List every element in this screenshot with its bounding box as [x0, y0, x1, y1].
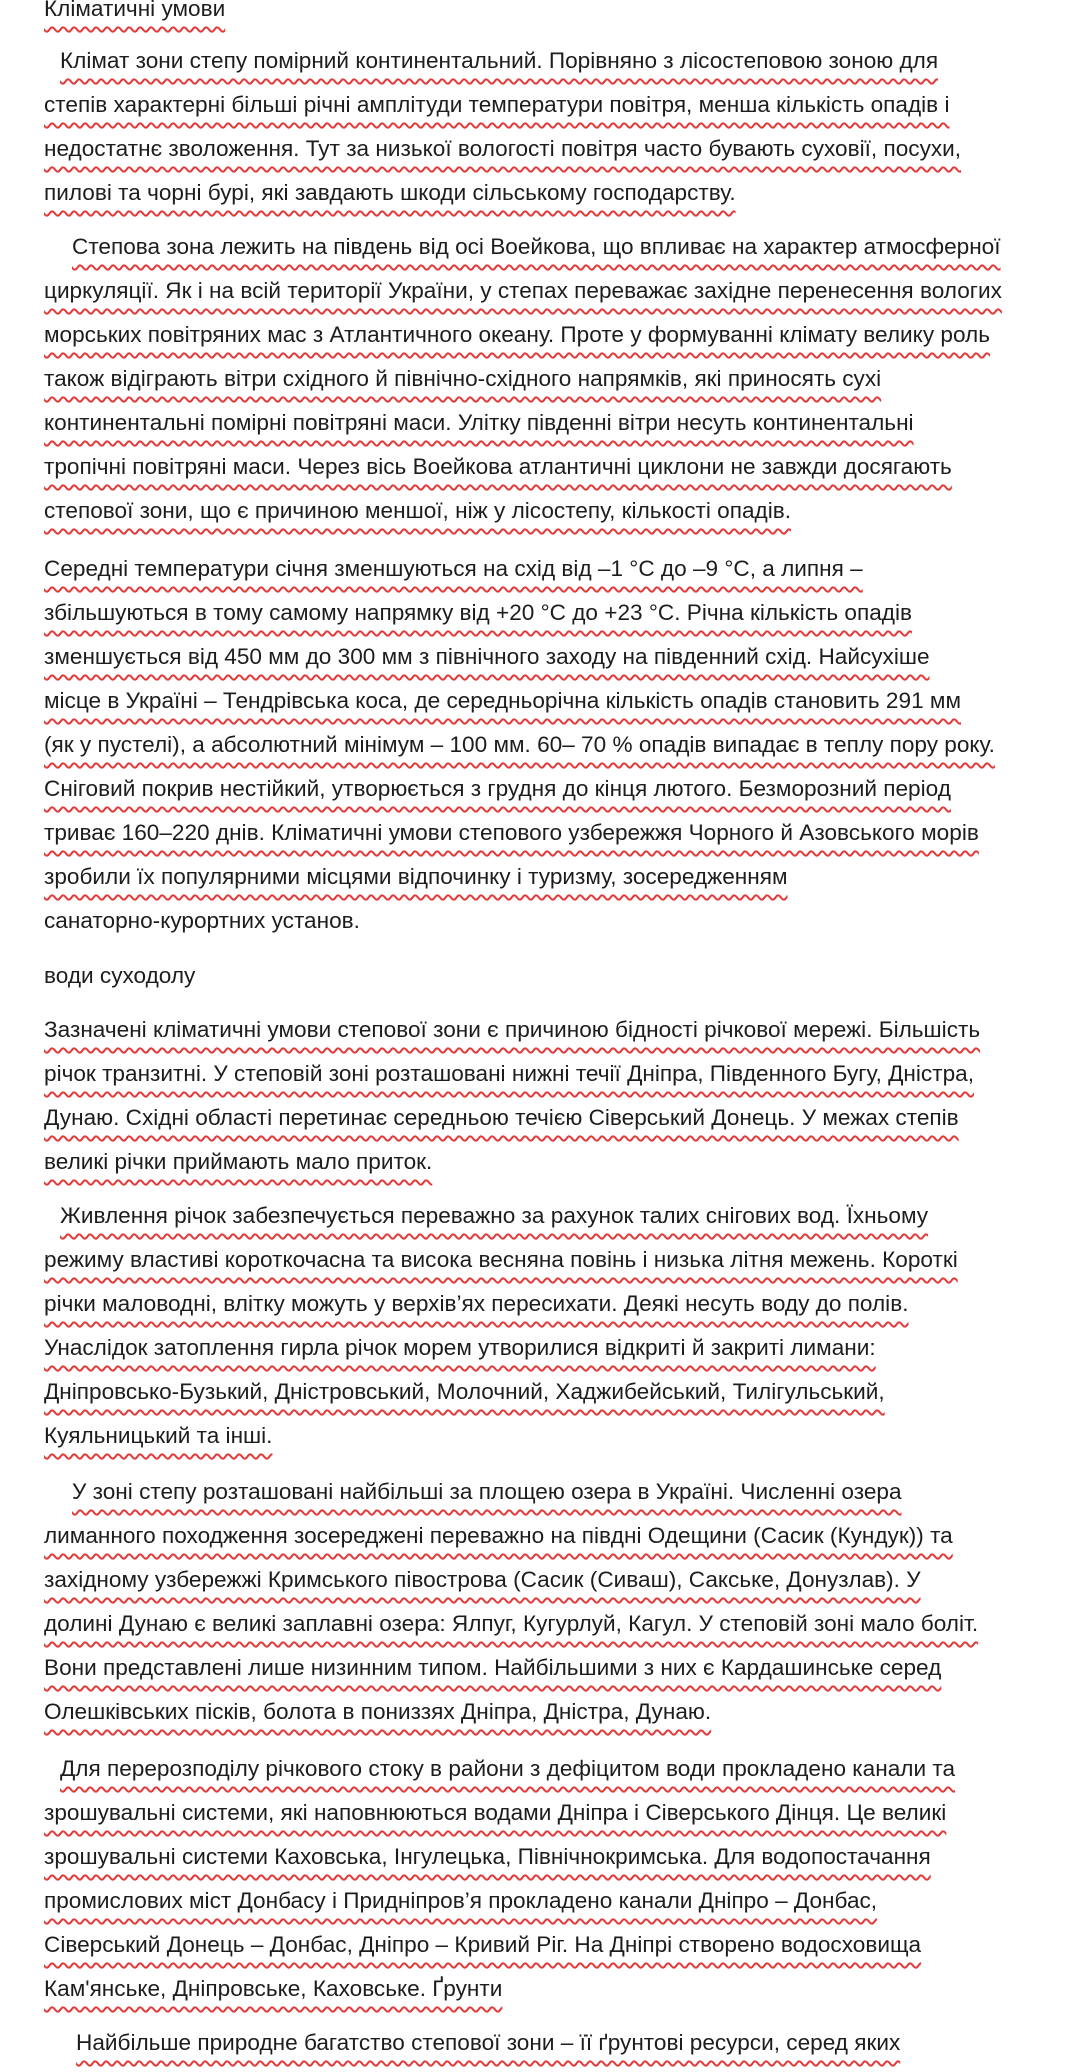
text-line: Середні температури січня зменшуються на схід від –1 °С до –9 °С, а липня – — [44, 556, 863, 581]
text-line: Найбільше природне багатство степової зони – її ґрунтові ресурси, серед яких — [76, 2030, 901, 2055]
text-line: недостатнє зволоження. Тут за низької вологості повітря часто бувають суховії, посухи, — [44, 136, 962, 161]
text-line: Для перерозподілу річкового стоку в райони з дефіцитом води прокладено канали та — [60, 1756, 956, 1781]
text-line: Живлення річок забезпечується переважно за рахунок талих снігових вод. Їхньому — [60, 1203, 929, 1228]
text-line: морських повітряних мас з Атлантичного океану. Проте у формуванні клімату велику роль — [44, 322, 990, 347]
text-line: місце в Україні – Тендрівська коса, де середньорічна кількість опадів становить 291 мм — [44, 688, 961, 713]
text-line: режиму властиві короткочасна та висока весняна повінь і низька літня межень. Короткі — [44, 1247, 958, 1272]
text-line: зрошувальні системи Каховська, Інгулецька, Північнокримська. Для водопостачання — [44, 1844, 931, 1869]
text-line: промислових міст Донбасу і Придніпров’я прокладено канали Дніпро – Донбас, — [44, 1888, 878, 1913]
text-line: степів характерні більші річні амплітуди температури повітря, менша кількість опадів і — [44, 92, 950, 117]
text-line: західному узбережжі Кримського півострова (Сасик (Сиваш), Сакське, Донузлав). У — [44, 1567, 921, 1592]
text-line: У зоні степу розташовані найбільші за площею озера в Україні. Численні озера — [72, 1479, 902, 1504]
text-line: зрошувальні системи, які наповнюються водами Дніпра і Сіверського Дінця. Це великі — [44, 1800, 947, 1825]
text-line: континентальні помірні повітряні маси. Улітку південні вітри несуть континентальні — [44, 410, 914, 435]
text-line: великі річки приймають мало приток. — [44, 1149, 433, 1174]
heading-text: води суходолу — [44, 963, 196, 988]
text-line: циркуляції. Як і на всій території України, у степах переважає західне перенесення вологих — [44, 278, 1002, 303]
text-line: долині Дунаю є великі заплавні озера: Ялпуг, Кугурлуй, Кагул. У степовій зоні мало боліт. — [44, 1611, 979, 1636]
text-line: Сніговий покрив нестійкий, утворюється з грудня до кінця лютого. Безморозний період — [44, 776, 951, 801]
text-line: Степова зона лежить на південь від осі Воейкова, що впливає на характер атмосферної — [72, 234, 1001, 259]
text-line: зменшується від 450 мм до 300 мм з північного заходу на південний схід. Найсухіше — [44, 644, 930, 669]
text-line: Дніпровсько-Бузький, Дністровський, Молочний, Хаджибейський, Тилігульський, — [44, 1379, 885, 1404]
text-line: річки маловодні, влітку можуть у верхів’ях пересихати. Деякі несуть воду до полів. — [44, 1291, 909, 1316]
text-line: санаторно-курортних установ. — [44, 908, 360, 933]
text-line: збільшуються в тому самому напрямку від +20 °С до +23 °С. Річна кількість опадів — [44, 600, 912, 625]
text-line: Олешківських пісків, болота в пониззях Дніпра, Дністра, Дунаю. — [44, 1699, 712, 1724]
text-line: триває 160–220 днів. Кліматичні умови степового узбережжя Чорного й Азовського морів — [44, 820, 979, 845]
text-line: Сіверський Донець – Донбас, Дніпро – Кривий Ріг. На Дніпрі створено водосховища — [44, 1932, 922, 1957]
text-line: Куяльницький та інші. — [44, 1423, 273, 1448]
text-line: тропічні повітряні маси. Через вісь Воейкова атлантичні циклони не завжди досягають — [44, 454, 952, 479]
text-line: річок транзитні. У степовій зоні розташовані нижні течії Дніпра, Південного Бугу, Дністра, — [44, 1061, 974, 1086]
text-line: також відіграють вітри східного й північно-східного напрямків, які приносять сухі — [44, 366, 882, 391]
text-line: Зазначені кліматичні умови степової зони є причиною бідності річкової мережі. Більшість — [44, 1017, 981, 1042]
heading-text: Кліматичні умови — [44, 0, 226, 21]
text-line: Унаслідок затоплення гирла річок морем утворилися відкриті й закриті лимани: — [44, 1335, 876, 1360]
text-line: лиманного походження зосереджені переважно на півдні Одещини (Сасик (Кундук)) та — [44, 1523, 953, 1548]
text-line: Дунаю. Східні області перетинає середньою течією Сіверський Донець. У межах степів — [44, 1105, 959, 1130]
text-line: Клімат зони степу помірний континентальний. Порівняно з лісостеповою зоною для — [60, 48, 939, 73]
text-line: Кам'янське, Дніпровське, Каховське. Ґрунти — [44, 1976, 503, 2001]
text-line: (як у пустелі), а абсолютний мінімум – 100 мм. 60– 70 % опадів випадає в теплу пору року. — [44, 732, 995, 757]
text-line: пилові та чорні бурі, які завдають шкоди сільському господарству. — [44, 180, 736, 205]
text-line: степової зони, що є причиною меншої, ніж у лісостепу, кількості опадів. — [44, 498, 792, 523]
text-line: зробили їх популярними місцями відпочинку і туризму, зосередженням — [44, 864, 788, 889]
text-line: Вони представлені лише низинним типом. Найбільшими з них є Кардашинське серед — [44, 1655, 942, 1680]
